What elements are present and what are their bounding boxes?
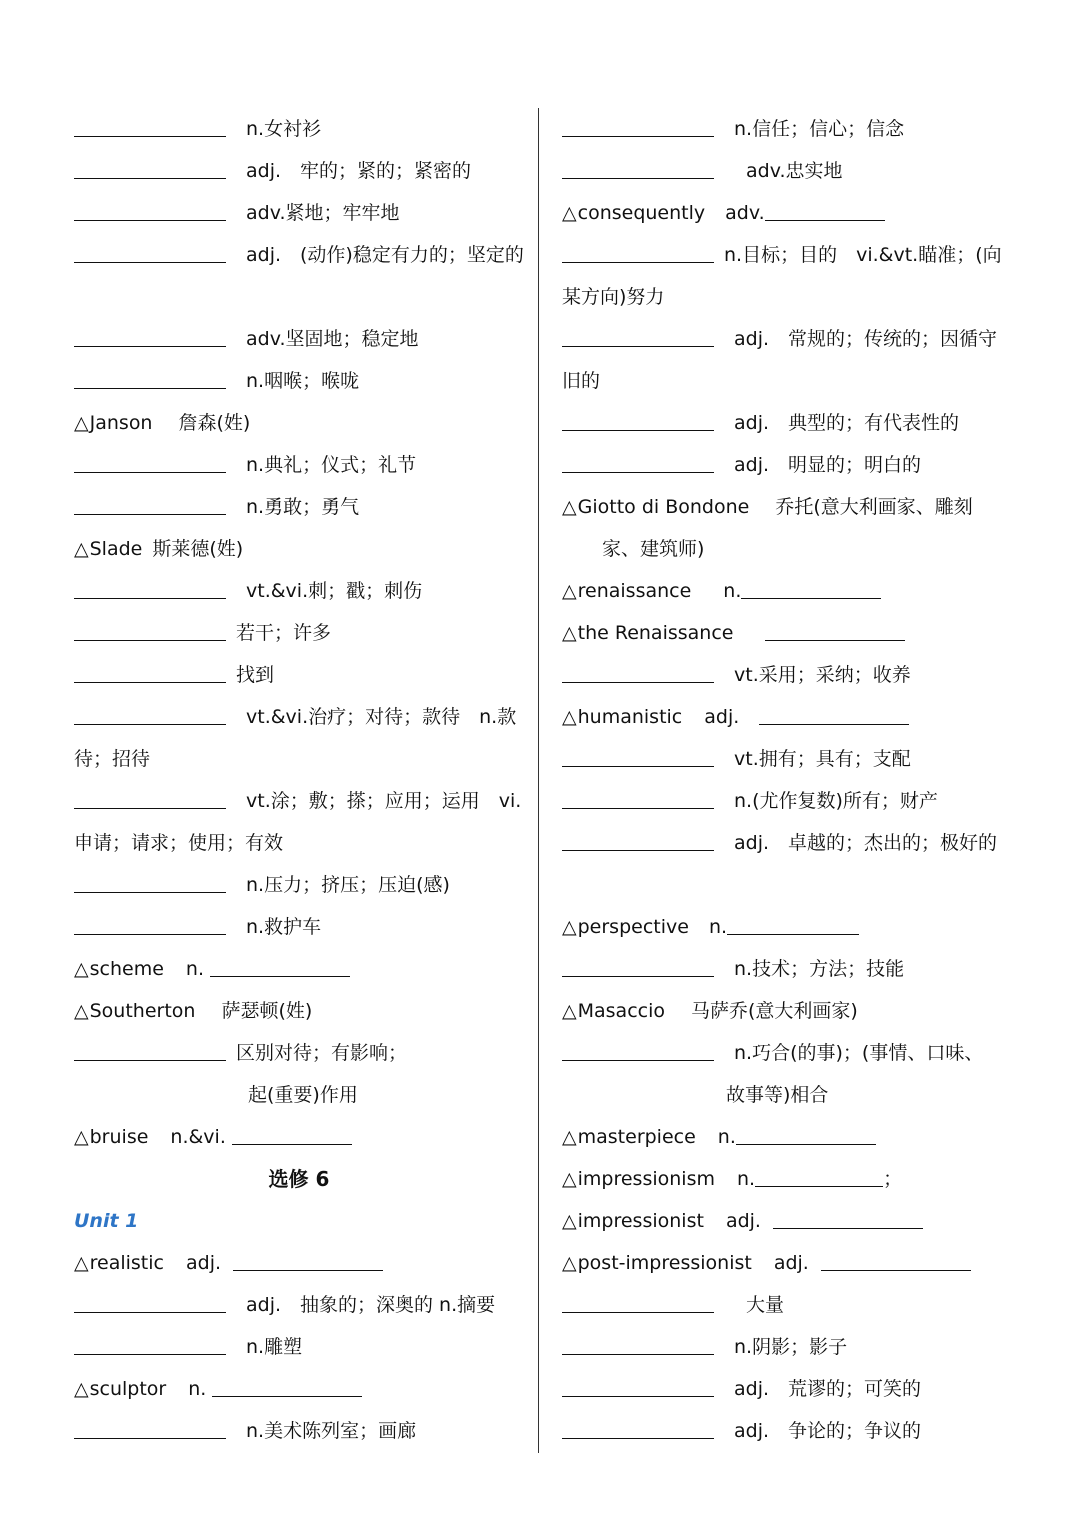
definition: adj. 卓越的；杰出的；极好的 bbox=[734, 832, 998, 854]
vocab-row bbox=[74, 1032, 524, 1074]
triangle-marker: △ bbox=[562, 1210, 577, 1232]
definition: n.典礼；仪式；礼节 bbox=[246, 454, 417, 476]
definition: adj. 常规的；传统的；因循守旧的 bbox=[562, 328, 998, 392]
headword: Janson bbox=[89, 412, 153, 434]
definition: adv.坚固地；稳定地 bbox=[246, 328, 419, 350]
answer-blank[interactable] bbox=[74, 154, 226, 179]
vocab-row bbox=[562, 444, 1012, 486]
definition: adj. 荒谬的；可笑的 bbox=[734, 1378, 922, 1400]
answer-blank[interactable] bbox=[562, 1330, 714, 1355]
answer-blank[interactable] bbox=[562, 112, 714, 137]
headword: sculptor bbox=[89, 1378, 167, 1400]
vocab-row bbox=[74, 234, 524, 318]
vocab-row bbox=[562, 1032, 1012, 1074]
vocab-row bbox=[74, 1326, 524, 1368]
answer-blank[interactable] bbox=[74, 196, 226, 221]
triangle-marker: △ bbox=[562, 1126, 577, 1148]
vocab-row bbox=[562, 822, 1012, 906]
vocab-row bbox=[74, 990, 524, 1032]
definition: 乔托(意大利画家、雕刻 bbox=[775, 496, 973, 518]
triangle-marker: △ bbox=[562, 706, 577, 728]
right-column bbox=[562, 108, 1012, 1452]
triangle-marker: △ bbox=[74, 1126, 89, 1148]
vocab-row bbox=[74, 864, 524, 906]
triangle-marker: △ bbox=[562, 1000, 577, 1022]
vocab-row bbox=[74, 696, 524, 780]
definition: 家、建筑师) bbox=[602, 538, 705, 560]
definition: n.美术陈列室；画廊 bbox=[246, 1420, 417, 1442]
answer-blank[interactable] bbox=[74, 784, 226, 809]
definition: 区别对待；有影响； bbox=[236, 1042, 408, 1064]
definition: adv.忠实地 bbox=[746, 160, 843, 182]
part-of-speech: adj. bbox=[704, 706, 740, 728]
vocab-row bbox=[74, 1284, 524, 1326]
triangle-marker: △ bbox=[562, 622, 577, 644]
answer-blank[interactable] bbox=[74, 868, 226, 893]
definition: adj. 明显的；明白的 bbox=[734, 454, 922, 476]
vocab-row bbox=[562, 318, 1012, 402]
vocab-row bbox=[562, 1284, 1012, 1326]
headword: Giotto di Bondone bbox=[577, 496, 750, 518]
vocab-row bbox=[74, 948, 524, 990]
vocab-row bbox=[74, 780, 524, 864]
vocab-row bbox=[562, 1326, 1012, 1368]
definition: n.压力；挤压；压迫(感) bbox=[246, 874, 450, 896]
vocab-row bbox=[562, 192, 1012, 234]
vocab-row bbox=[74, 486, 524, 528]
answer-blank[interactable] bbox=[562, 322, 714, 347]
answer-blank[interactable] bbox=[74, 1288, 226, 1313]
answer-blank[interactable] bbox=[74, 700, 226, 725]
vocab-row bbox=[74, 360, 524, 402]
answer-blank[interactable] bbox=[765, 616, 905, 641]
definition: adj. 抽象的；深奥的 n.摘要 bbox=[246, 1294, 496, 1316]
answer-blank[interactable] bbox=[74, 658, 226, 683]
part-of-speech: adj. bbox=[185, 1252, 222, 1274]
headword: Slade bbox=[89, 538, 143, 560]
headword: impressionism bbox=[577, 1168, 715, 1190]
vocab-row bbox=[562, 108, 1012, 150]
definition: n.技术；方法；技能 bbox=[734, 958, 905, 980]
vocab-row bbox=[562, 612, 1012, 654]
vocab-row bbox=[562, 696, 1012, 738]
answer-blank[interactable] bbox=[562, 406, 714, 431]
triangle-marker: △ bbox=[562, 1168, 577, 1190]
part-of-speech: n.&vi. bbox=[170, 1126, 226, 1148]
answer-blank[interactable] bbox=[74, 1036, 226, 1061]
definition: adj. 牢的；紧的；紧密的 bbox=[246, 160, 472, 182]
vocab-row bbox=[74, 192, 524, 234]
definition: vt.采用；采纳；收养 bbox=[734, 664, 911, 686]
answer-blank[interactable] bbox=[74, 490, 226, 515]
vocab-row bbox=[74, 612, 524, 654]
answer-blank[interactable] bbox=[727, 910, 859, 935]
answer-blank[interactable] bbox=[562, 826, 714, 851]
vocab-row bbox=[74, 402, 524, 444]
headword: humanistic bbox=[577, 706, 683, 728]
vocab-row-continued bbox=[562, 528, 1012, 570]
vocab-row bbox=[562, 780, 1012, 822]
headword: renaissance bbox=[577, 580, 692, 602]
definition: 起(重要)作用 bbox=[248, 1084, 358, 1106]
vocab-row bbox=[562, 1158, 1012, 1200]
definition: n.勇敢；勇气 bbox=[246, 496, 360, 518]
answer-blank[interactable] bbox=[562, 238, 714, 263]
answer-blank[interactable] bbox=[741, 574, 881, 599]
answer-blank[interactable] bbox=[233, 1246, 383, 1271]
definition: adv.紧地；牢牢地 bbox=[246, 202, 400, 224]
part-of-speech: n. bbox=[723, 580, 742, 602]
definition: n.女衬衫 bbox=[246, 118, 322, 140]
answer-blank[interactable] bbox=[562, 1288, 714, 1313]
answer-blank[interactable] bbox=[74, 910, 226, 935]
answer-blank[interactable] bbox=[759, 700, 909, 725]
vocab-row bbox=[562, 150, 1012, 192]
answer-blank[interactable] bbox=[212, 1372, 362, 1397]
answer-blank[interactable] bbox=[736, 1120, 876, 1145]
headword: masterpiece bbox=[577, 1126, 696, 1148]
answer-blank[interactable] bbox=[562, 952, 714, 977]
headword: impressionist bbox=[577, 1210, 704, 1232]
part-of-speech: adj. bbox=[725, 1210, 761, 1232]
triangle-marker: △ bbox=[74, 1000, 89, 1022]
vocab-row bbox=[74, 150, 524, 192]
triangle-marker: △ bbox=[74, 538, 89, 560]
vocab-row bbox=[562, 486, 1012, 528]
vocab-row bbox=[74, 1242, 524, 1284]
definition: n.咽喉；喉咙 bbox=[246, 370, 360, 392]
answer-blank[interactable] bbox=[74, 112, 226, 137]
vocab-row bbox=[74, 1410, 524, 1452]
triangle-marker: △ bbox=[562, 496, 577, 518]
unit-heading: Unit 1 bbox=[74, 1210, 139, 1232]
vocab-row bbox=[74, 444, 524, 486]
definition: 詹森(姓) bbox=[178, 412, 251, 434]
vocab-row bbox=[74, 108, 524, 150]
definition: n.(尤作复数)所有；财产 bbox=[734, 790, 938, 812]
vocab-row bbox=[74, 906, 524, 948]
definition: 找到 bbox=[236, 664, 275, 686]
answer-blank[interactable] bbox=[773, 1204, 923, 1229]
headword: bruise bbox=[89, 1126, 149, 1148]
headword: perspective bbox=[577, 916, 689, 938]
answer-blank[interactable] bbox=[74, 616, 226, 641]
answer-blank[interactable] bbox=[74, 1414, 226, 1439]
vocab-row bbox=[74, 570, 524, 612]
triangle-marker: △ bbox=[562, 202, 577, 224]
left-column bbox=[74, 108, 524, 1452]
headword: Southerton bbox=[89, 1000, 196, 1022]
definition: 大量 bbox=[746, 1294, 785, 1316]
vocab-row bbox=[562, 654, 1012, 696]
vocab-row bbox=[562, 1368, 1012, 1410]
part-of-speech: n. bbox=[717, 1126, 736, 1148]
vocab-row-continued bbox=[74, 1074, 524, 1116]
answer-blank[interactable] bbox=[74, 1330, 226, 1355]
definition: vt.&vi.刺；戳；刺伤 bbox=[246, 580, 423, 602]
answer-blank[interactable] bbox=[562, 448, 714, 473]
vocab-row bbox=[562, 738, 1012, 780]
answer-blank[interactable] bbox=[821, 1246, 971, 1271]
answer-blank[interactable] bbox=[74, 322, 226, 347]
headword: Masaccio bbox=[577, 1000, 665, 1022]
vocab-row bbox=[562, 570, 1012, 612]
column-divider bbox=[538, 108, 539, 1453]
vocab-row bbox=[562, 234, 1012, 318]
definition: 若干；许多 bbox=[236, 622, 332, 644]
vocab-row bbox=[74, 318, 524, 360]
answer-blank[interactable] bbox=[562, 784, 714, 809]
triangle-marker: △ bbox=[74, 1378, 89, 1400]
vocab-row bbox=[74, 1116, 524, 1158]
answer-blank[interactable] bbox=[232, 1120, 352, 1145]
triangle-marker: △ bbox=[74, 1252, 89, 1274]
vocab-row bbox=[562, 1242, 1012, 1284]
vocab-row bbox=[74, 528, 524, 570]
answer-blank[interactable] bbox=[755, 1162, 883, 1187]
definition: 斯莱德(姓) bbox=[152, 538, 244, 560]
headword: realistic bbox=[89, 1252, 164, 1274]
separator: ； bbox=[883, 1168, 903, 1190]
headword: the Renaissance bbox=[577, 622, 734, 644]
answer-blank[interactable] bbox=[74, 448, 226, 473]
vocab-row bbox=[74, 654, 524, 696]
vocab-row bbox=[562, 906, 1012, 948]
headword: consequently bbox=[577, 202, 706, 224]
vocab-row bbox=[562, 990, 1012, 1032]
definition: n.目标；目的 vi.&vt.瞄准；(向某方向)努力 bbox=[562, 244, 1002, 308]
definition: n.巧合(的事)；(事情、口味、 bbox=[734, 1042, 984, 1064]
definition: vt.拥有；具有；支配 bbox=[734, 748, 911, 770]
vocab-row-continued bbox=[562, 1074, 1012, 1116]
part-of-speech: adv. bbox=[725, 202, 765, 224]
part-of-speech: n. bbox=[708, 916, 728, 938]
vocab-row bbox=[562, 1410, 1012, 1452]
answer-blank[interactable] bbox=[74, 364, 226, 389]
triangle-marker: △ bbox=[74, 958, 89, 980]
part-of-speech: adj. bbox=[773, 1252, 809, 1274]
part-of-speech: n. bbox=[185, 958, 204, 980]
answer-blank[interactable] bbox=[562, 742, 714, 767]
definition: n.信任；信心；信念 bbox=[734, 118, 905, 140]
part-of-speech: n. bbox=[737, 1168, 756, 1190]
answer-blank[interactable] bbox=[562, 1414, 714, 1439]
definition: n.雕塑 bbox=[246, 1336, 303, 1358]
answer-blank[interactable] bbox=[562, 1372, 714, 1397]
definition: n.阴影；影子 bbox=[734, 1336, 848, 1358]
vocab-row bbox=[562, 1116, 1012, 1158]
definition: n.救护车 bbox=[246, 916, 322, 938]
definition: 故事等)相合 bbox=[726, 1084, 829, 1106]
headword: scheme bbox=[89, 958, 164, 980]
definition: adj. (动作)稳定有力的；坚定的 bbox=[246, 244, 524, 266]
definition: adj. 争论的；争议的 bbox=[734, 1420, 922, 1442]
answer-blank[interactable] bbox=[74, 238, 226, 263]
answer-blank[interactable] bbox=[562, 154, 714, 179]
triangle-marker: △ bbox=[562, 916, 577, 938]
triangle-marker: △ bbox=[562, 580, 577, 602]
headword: post-impressionist bbox=[577, 1252, 752, 1274]
vocab-row bbox=[74, 1368, 524, 1410]
definition: vt.&vi.治疗；对待；款待 n.款待；招待 bbox=[74, 706, 517, 770]
answer-blank[interactable] bbox=[562, 658, 714, 683]
definition: vt.涂；敷；搽；应用；运用 vi.申请；请求；使用；有效 bbox=[74, 790, 522, 854]
triangle-marker: △ bbox=[562, 1252, 577, 1274]
triangle-marker: △ bbox=[74, 412, 89, 434]
definition: 马萨乔(意大利画家) bbox=[691, 1000, 858, 1022]
definition: adj. 典型的；有代表性的 bbox=[734, 412, 960, 434]
answer-blank[interactable] bbox=[210, 952, 350, 977]
section-title: 选修 6 bbox=[268, 1167, 330, 1191]
part-of-speech: n. bbox=[188, 1378, 207, 1400]
definition: 萨瑟顿(姓) bbox=[221, 1000, 313, 1022]
vocab-row bbox=[562, 1200, 1012, 1242]
answer-blank[interactable] bbox=[74, 574, 226, 599]
vocab-row bbox=[562, 402, 1012, 444]
vocab-row bbox=[562, 948, 1012, 990]
answer-blank[interactable] bbox=[562, 1036, 714, 1061]
answer-blank[interactable] bbox=[765, 196, 885, 221]
